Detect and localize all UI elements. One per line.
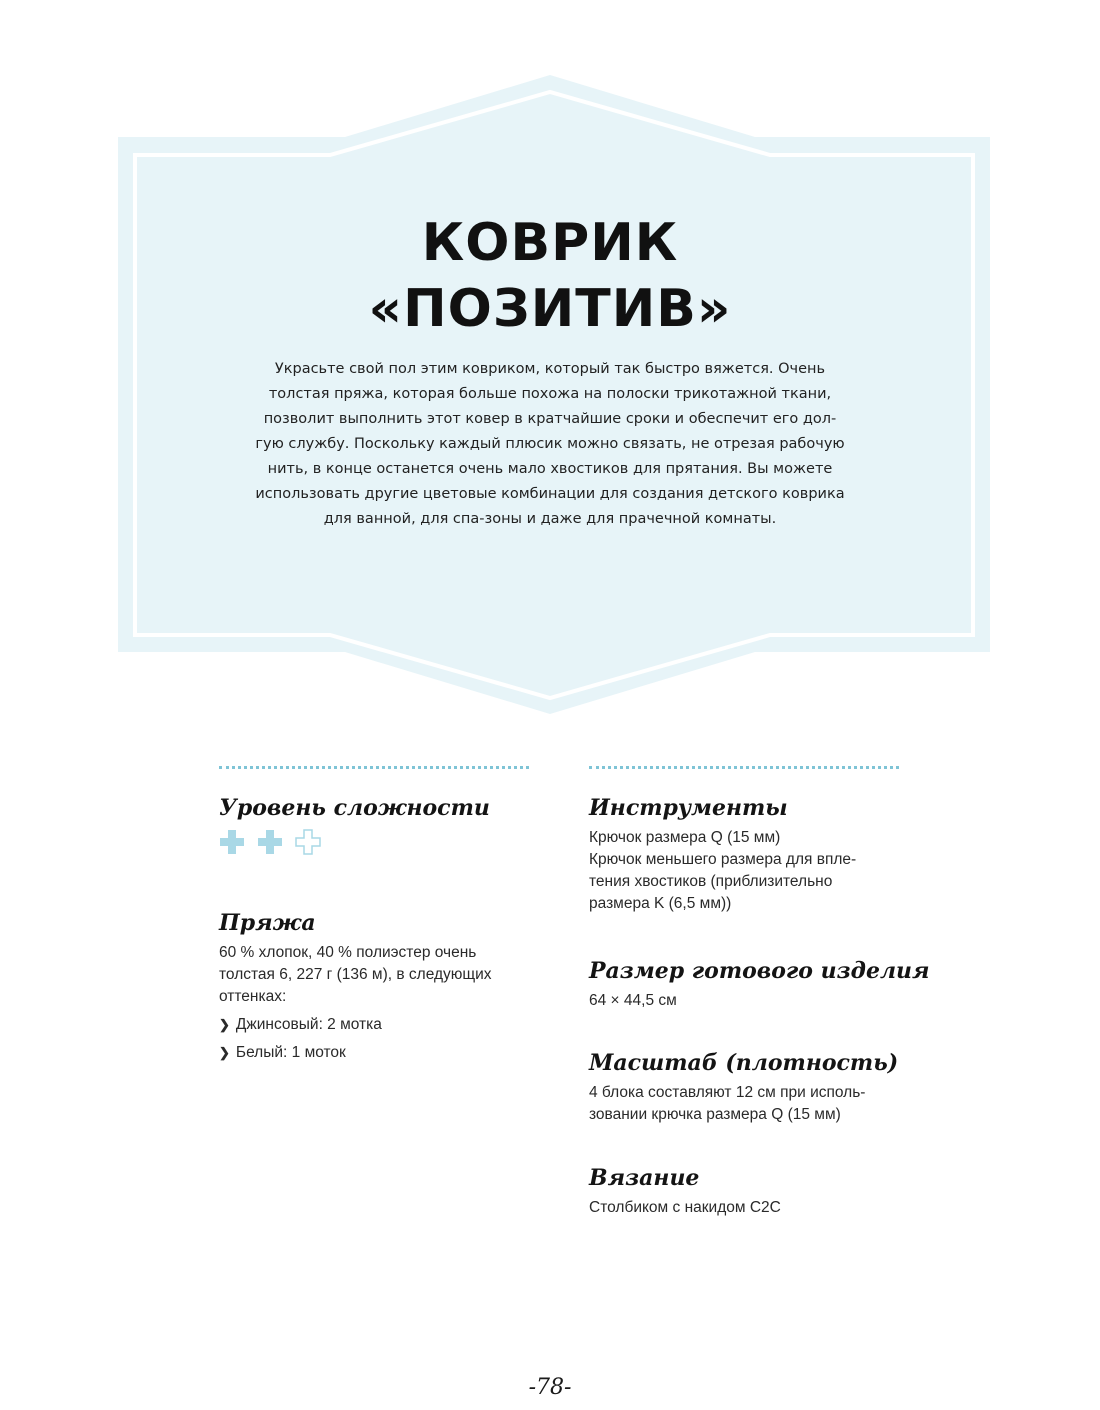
dotted-divider-left — [219, 766, 529, 771]
yarn-bullet — [219, 1042, 492, 1064]
size-section — [589, 958, 930, 1012]
tools-line: тения хвостиков (приблизительно — [589, 873, 833, 890]
gauge-heading: Масштаб (плотность) — [589, 1050, 899, 1076]
intro-line: толстая пряжа, которая больше похожа на полоски трикотажной ткани, — [268, 386, 832, 402]
yarn-bullet — [219, 1014, 492, 1036]
gauge-line: зовании крючка размера Q (15 мм) — [589, 1106, 841, 1123]
size-value — [589, 990, 930, 1012]
page-number: -78- — [528, 1375, 572, 1400]
gauge-section — [589, 1050, 898, 1126]
intro-line: Украсьте свой пол этим ковриком, который так быстро вяжется. Очень — [274, 361, 826, 377]
intro-line: нить, в конце останется очень мало хвостиков для прятания. Вы можете — [267, 461, 833, 477]
intro-line: позволит выполнить этот ковер в кратчайшие сроки и обеспечит его дол- — [263, 411, 837, 427]
title-line-1: КОВРИК — [421, 213, 679, 273]
size-text: 64 × 44,5 см — [589, 992, 677, 1009]
intro-line: использовать другие цветовые комбинации для создания детского коврика — [255, 486, 845, 502]
chevron-right-icon: ❯ — [219, 1045, 230, 1060]
dotted-divider-right — [589, 766, 899, 771]
yarn-bullet-text: Белый: 1 моток — [235, 1044, 346, 1061]
size-heading: Размер готового изделия — [589, 958, 930, 984]
gauge-line: 4 блока составляют 12 см при исполь- — [589, 1084, 866, 1101]
knitting-heading: Вязание — [589, 1165, 700, 1191]
chevron-right-icon: ❯ — [219, 1017, 230, 1032]
knitting-section — [589, 1165, 781, 1219]
knitting-value — [589, 1197, 781, 1219]
tools-heading: Инструменты — [589, 795, 788, 821]
tools-line: Крючок меньшего размера для впле- — [589, 851, 857, 868]
plus-filled-icon — [219, 829, 245, 855]
yarn-line: 60 % хлопок, 40 % полиэстер очень — [219, 944, 477, 961]
yarn-description — [219, 942, 492, 1064]
difficulty-heading: Уровень сложности — [219, 795, 490, 821]
yarn-line: оттенках: — [219, 988, 287, 1005]
tools-line: Крючок размера Q (15 мм) — [589, 829, 781, 846]
intro-line: гую службу. Поскольку каждый плюсик можно связать, не отрезая рабочую — [255, 436, 845, 452]
intro-paragraph — [230, 357, 870, 532]
intro-line: для ванной, для спа-зоны и даже для прачечной комнаты. — [323, 511, 777, 527]
tools-description — [589, 827, 856, 915]
difficulty-section — [219, 795, 490, 855]
plus-outline-icon — [295, 829, 321, 855]
tools-section — [589, 795, 856, 915]
title-line-2: «ПОЗИТИВ» — [368, 279, 732, 339]
page-title — [150, 210, 950, 342]
tools-line: размера K (6,5 мм)) — [589, 895, 732, 912]
gauge-description — [589, 1082, 898, 1126]
knitting-text: Столбиком с накидом C2C — [589, 1199, 781, 1216]
yarn-bullet-text: Джинсовый: 2 мотка — [235, 1016, 382, 1033]
plus-filled-icon — [257, 829, 283, 855]
difficulty-rating — [219, 829, 490, 855]
yarn-heading: Пряжа — [219, 910, 316, 936]
yarn-section — [219, 910, 492, 1064]
yarn-line: толстая 6, 227 г (136 м), в следующих — [219, 966, 492, 983]
